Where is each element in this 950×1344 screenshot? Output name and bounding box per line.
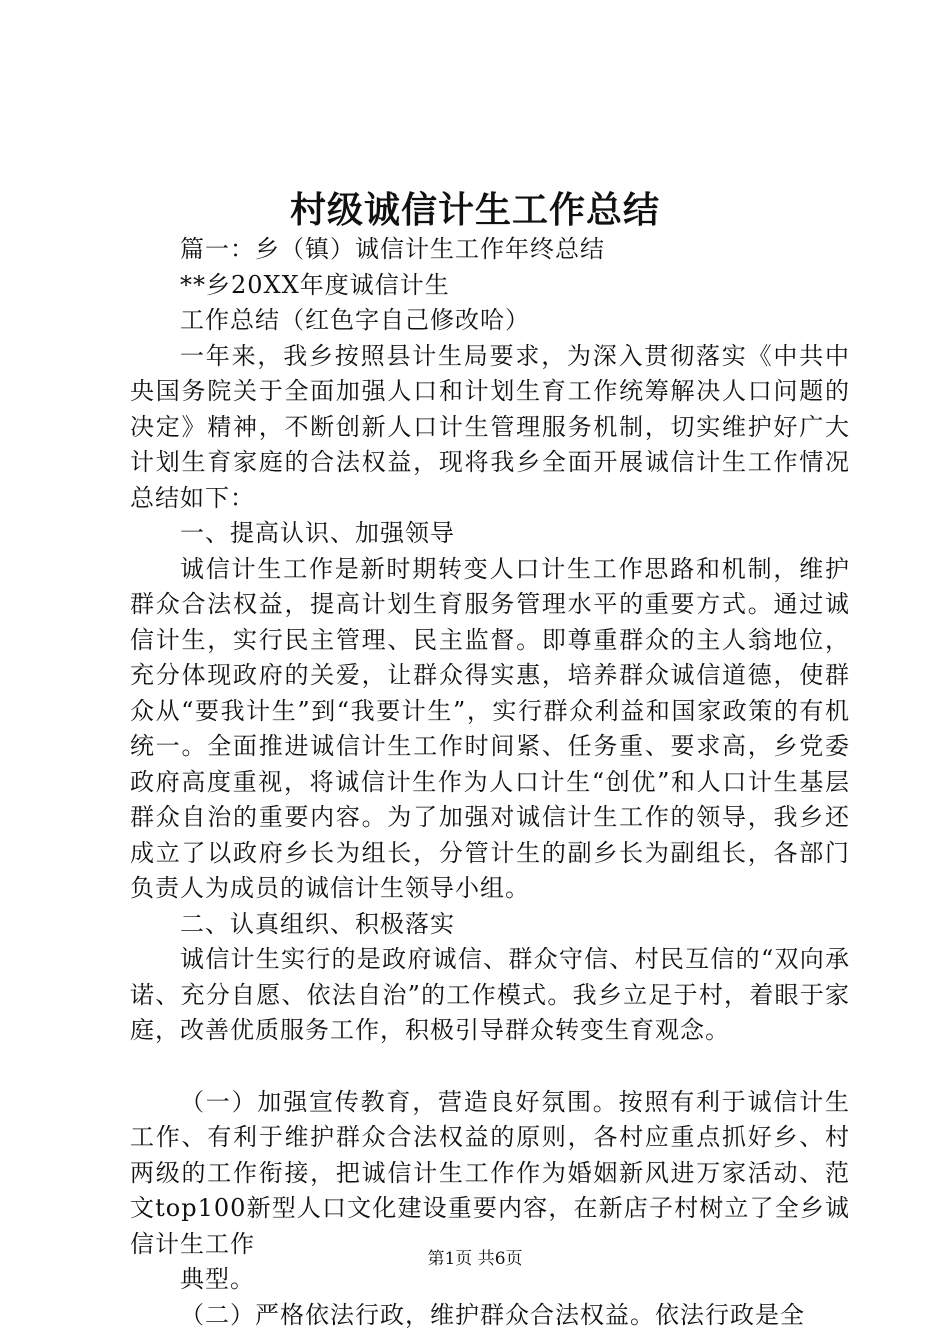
paragraph-item-1-tail: 典型。: [180, 1265, 255, 1293]
page-number-footer: 第1页 共6页: [427, 1249, 523, 1269]
section-heading-1: 一、提高认识、加强领导: [180, 519, 455, 547]
paragraph-gap: [130, 1049, 850, 1085]
paragraph-subtitle-line2: 工作总结（红色字自己修改哈）: [180, 306, 530, 334]
paragraph-item-1: （一）加强宣传教育，营造良好氛围。按照有利于诚信计生工作、有利于维护群众合法权益的原则，各村应重点抓好乡、村两级的工作衔接，把诚信计生工作作为婚姻新风进万家活动、范文top100新型人口文化建设重要内容，在新店子村树立了全乡诚信计生工作: [130, 1087, 850, 1258]
paragraph-intro: 一年来，我乡按照县计生局要求，为深入贯彻落实《中共中央国务院关于全面加强人口和计划生育工作统筹解决人口问题的决定》精神，不断创新人口计生管理服务机制，切实维护好广大计划生育家庭的合法权益，现将我乡全面开展诚信计生工作情况总结如下：: [130, 341, 850, 512]
document-body: [130, 232, 850, 1333]
document-title: 村级诚信计生工作总结: [289, 189, 660, 231]
section-heading-2: 二、认真组织、积极落实: [180, 909, 455, 938]
paragraph-section-1: 诚信计生工作是新时期转变人口计生工作思路和机制，维护群众合法权益，提高计划生育服务管理水平的重要方式。通过诚信计生，实行民主管理、民主监督。即尊重群众的主人翁地位，充分体现政府的关爱，让群众得实惠，培养群众诚信道德，使群众从“要我计生”到“我要计生”，实行群众利益和国家政策的有机统一。全面推进诚信计生工作时间紧、任务重、要求高，乡党委政府高度重视，将诚信计生作为人口计生“创优”和人口计生基层群众自治的重要内容。为了加强对诚信计生工作的领导，我乡还成立了以政府乡长为组长，分管计生的副乡长为副组长，各部门负责人为成员的诚信计生领导小组。: [130, 554, 850, 902]
paragraph-chapter-heading: 篇一：乡（镇）诚信计生工作年终总结: [180, 235, 605, 263]
paragraph-section-2: 诚信计生实行的是政府诚信、群众守信、村民互信的“双向承诺、充分自愿、依法自治”的工作模式。我乡立足于村，着眼于家庭，改善优质服务工作，积极引导群众转变生育观念。: [130, 945, 850, 1044]
paragraph-item-2: （二）严格依法行政，维护群众合法权益。依法行政是全: [180, 1300, 805, 1329]
paragraph-subtitle-line1: **乡20XX年度诚信计生: [180, 270, 450, 299]
